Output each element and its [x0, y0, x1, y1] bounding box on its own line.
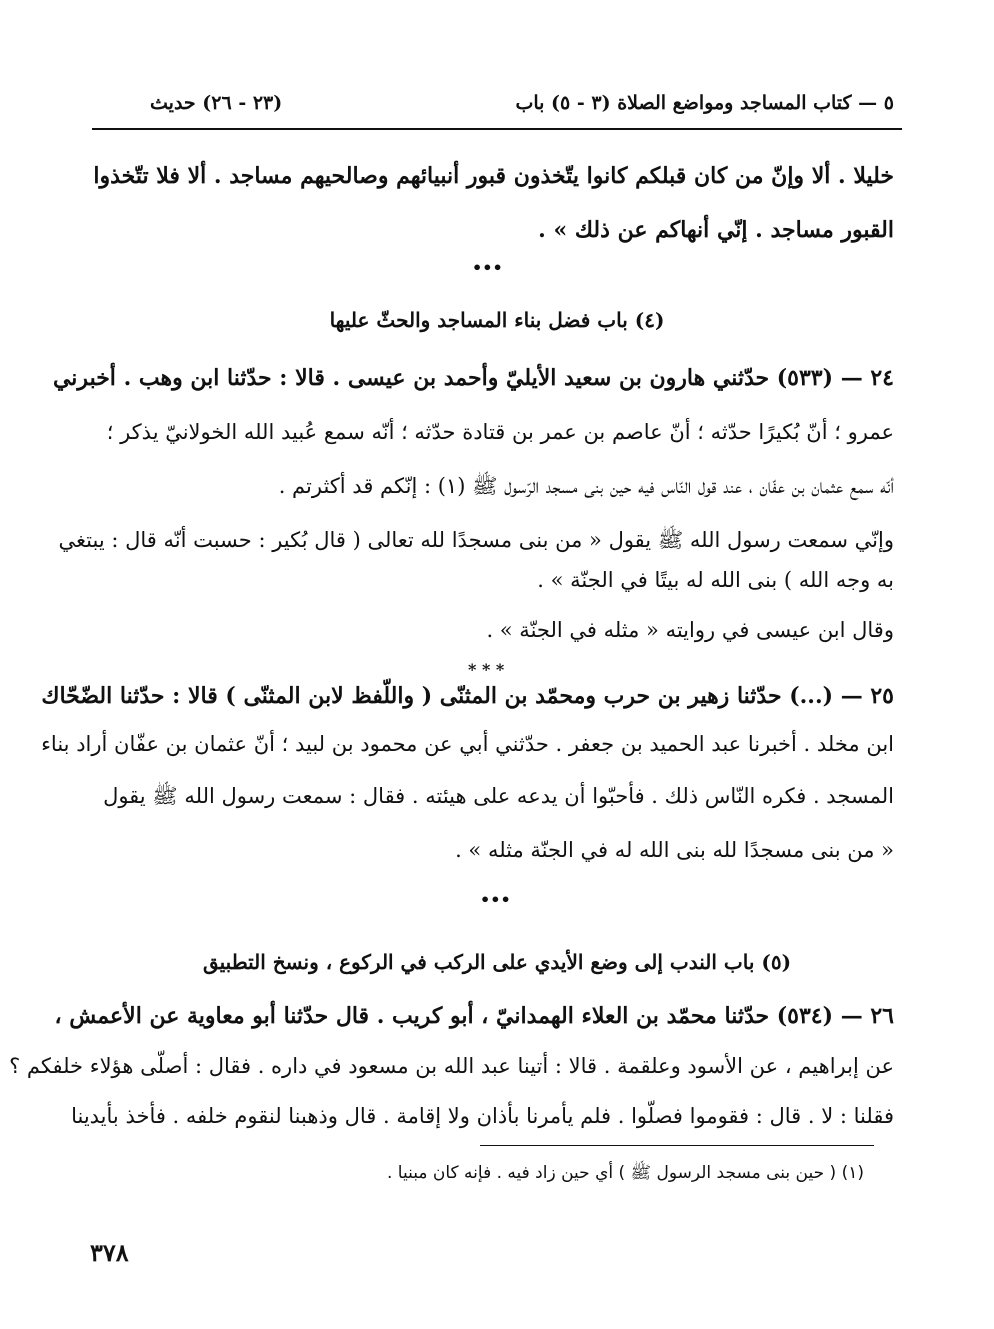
text-line: عن إبراهيم ، عن الأسود وعلقمة . قالا : أتينا عبد الله بن مسعود في داره . فقال : أصلّى هؤلاء خلفكم ؟ — [9, 1054, 894, 1078]
text-line: ٢٤ — (٥٣٣) حدّثني هارون بن سعيد الأيليّ وأحمد بن عيسى . قالا : حدّثنا ابن وهب . أخبرني — [52, 365, 894, 391]
footnote: (١) ( حين بنى مسجد الرسول ﷺ ) أي حين زاد فيه . فإنه كان مبنيا . — [387, 1163, 864, 1183]
text-line: القبور مساجد . إنّي أنهاكم عن ذلك » . — [538, 217, 894, 243]
header-rule — [92, 128, 902, 130]
header-hadith-range: (٢٣ - ٢٦) حديث — [150, 92, 283, 114]
separator-dots: ••• — [472, 258, 503, 277]
text-line: « من بنى مسجدًا لله بنى الله له في الجنّة مثله » . — [455, 838, 894, 862]
text-line: ابن مخلد . أخبرنا عبد الحميد بن جعفر . حدّثني أبي عن محمود بن لبيد ؛ أنّ عثمان بن عفّان أراد بناء — [41, 732, 894, 756]
text-line: ٢٥ — (...) حدّثنا زهير بن حرب ومحمّد بن المثنّى ( واللّفظ لابن المثنّى ) قالا : حدّثنا الضّحّاك — [41, 683, 894, 709]
text-line: به وجه الله ) بنى الله له بيتًا في الجنّة » . — [537, 568, 894, 592]
text-line: خليلا . ألا وإنّ من كان قبلكم كانوا يتّخذون قبور أنبيائهم وصالحيهم مساجد . ألا فلا تتّخذوا — [93, 163, 894, 189]
separator-stars: * * * — [468, 660, 505, 679]
text-line: فقلنا : لا . قال : فقوموا فصلّوا . فلم يأمرنا بأذان ولا إقامة . قال وذهبنا لنقوم خلفه . فأخذ بأيدينا — [71, 1104, 894, 1128]
page-number: ٣٧٨ — [90, 1238, 129, 1267]
text-line: المسجد . فكره النّاس ذلك . فأحبّوا أن يدعه على هيئته . فقال : سمعت رسول الله ﷺ يقول — [103, 784, 894, 808]
text-line: وقال ابن عيسى في روايته « مثله في الجنّة » . — [486, 618, 894, 642]
text-line: عمرو ؛ أنّ بُكيرًا حدّثه ؛ أنّ عاصم بن عمر بن قتادة حدّثه ؛ أنّه سمع عُبيد الله الخولانيّ يذكر ؛ — [106, 420, 894, 444]
text-line: وإنّي سمعت رسول الله ﷺ يقول « من بنى مسجدًا لله تعالى ( قال بُكير : حسبت أنّه قال : يبتغي — [58, 528, 894, 552]
chapter-heading: (٤) باب فضل بناء المساجد والحثّ عليها — [329, 308, 665, 332]
running-header — [100, 88, 894, 124]
text-line: ٢٦ — (٥٣٤) حدّثنا محمّد بن العلاء الهمدانيّ ، أبو كريب . قال حدّثنا أبو معاوية عن الأعمش ، — [54, 1003, 894, 1029]
chapter-heading: (٥) باب الندب إلى وضع الأيدي على الركب في الركوع ، ونسخ التطبيق — [202, 950, 792, 974]
header-book-title: ٥ — كتاب المساجد ومواضع الصلاة (٣ - ٥) باب — [515, 92, 894, 114]
footnote-rule — [480, 1145, 874, 1146]
text-line: أنّه سمع عثمان بن عفّان ، عند قول النّاس فيه حين بنى مسجد الرّسول ﷺ (١) : إنّكم قد أكثرتم . — [278, 474, 894, 498]
separator-dots: ••• — [480, 890, 511, 909]
